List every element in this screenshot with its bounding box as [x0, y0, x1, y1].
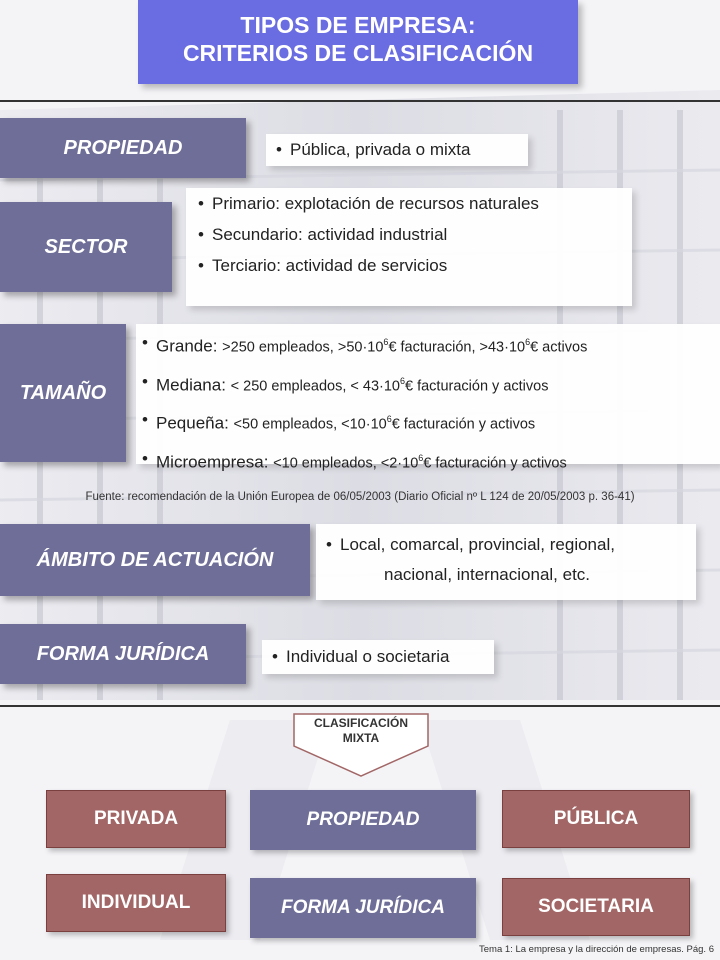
exponent: 6 — [418, 452, 424, 463]
content-sector — [186, 188, 632, 306]
size-row-grande — [142, 326, 714, 365]
size-criteria-pre: <10 empleados, <2·10 — [273, 455, 419, 472]
mixta-label-1: CLASIFICACIÓN — [314, 716, 408, 730]
mid-forma-juridica: FORMA JURÍDICA — [250, 878, 476, 938]
page-title — [138, 0, 578, 84]
exponent: 6 — [383, 337, 389, 347]
label-tamano: TAMAÑO — [0, 324, 126, 462]
mixta-label-2: MIXTA — [342, 731, 380, 745]
divider-top — [0, 100, 720, 102]
size-row-micro — [142, 442, 714, 481]
label-ambito: ÁMBITO DE ACTUACIÓN — [0, 524, 310, 596]
bullet-item: • Terciario: actividad de servicios — [198, 250, 620, 281]
size-row-pequena — [142, 403, 714, 442]
label-sector: SECTOR — [0, 202, 172, 292]
size-criteria-post: € activos — [530, 339, 588, 356]
content-forma-juridica — [262, 640, 494, 674]
size-criteria-pre: <50 empleados, <10·10 — [233, 416, 387, 433]
bullet-item: • Secundario: actividad industrial — [198, 219, 620, 250]
size-criteria-post: € facturación y activos — [404, 378, 549, 395]
cat-privada: PRIVADA — [46, 790, 226, 848]
size-name: Grande: — [156, 336, 218, 356]
size-criteria-pre: >250 empleados, >50·10 — [222, 339, 384, 356]
bullet-item: • Pública, privada o mixta — [276, 134, 518, 165]
mixta-label — [286, 716, 436, 746]
title-line-2: CRITERIOS DE CLASIFICACIÓN — [182, 40, 534, 66]
label-forma-juridica: FORMA JURÍDICA — [0, 624, 246, 684]
cat-publica: PÚBLICA — [502, 790, 690, 848]
size-criteria-pre: < 250 empleados, < 43·10 — [230, 378, 400, 395]
bullet-continuation: nacional, internacional, etc. — [384, 565, 591, 584]
size-criteria-post: € facturación y activos — [423, 455, 567, 472]
source-note: Fuente: recomendación de la Unión Europea de 06/05/2003 (Diario Oficial nº L 124 de 20/05/2003 p. 36-41) — [85, 491, 635, 503]
size-row-mediana — [142, 365, 714, 404]
content-ambito — [316, 524, 696, 600]
bullet-item: • Individual o societaria — [272, 641, 484, 672]
size-criteria-post: € facturación y activos — [391, 416, 536, 433]
exponent: 6 — [386, 414, 392, 425]
label-propiedad: PROPIEDAD — [0, 118, 246, 178]
mixta-arrow — [286, 712, 436, 778]
exponent: 6 — [399, 375, 405, 386]
cat-societaria: SOCIETARIA — [502, 878, 690, 936]
divider-bottom — [0, 705, 720, 707]
content-tamano — [136, 324, 720, 472]
cat-individual: INDIVIDUAL — [46, 874, 226, 932]
footer-note: Tema 1: La empresa y la dirección de empresas. Pág. 6 — [479, 944, 714, 955]
bullet-item: • Local, comarcal, provincial, regional, — [326, 530, 686, 560]
title-line-1: TIPOS DE EMPRESA: — [240, 12, 476, 38]
mid-propiedad: PROPIEDAD — [250, 790, 476, 850]
content-propiedad — [266, 134, 528, 166]
bullet-item: • Primario: explotación de recursos naturales — [198, 188, 620, 219]
size-name: Microempresa: — [156, 452, 269, 472]
size-name: Pequeña: — [156, 413, 229, 433]
size-criteria-mid: € facturación, >43·10 — [388, 339, 526, 356]
size-name: Mediana: — [156, 375, 226, 395]
exponent: 6 — [525, 337, 531, 347]
